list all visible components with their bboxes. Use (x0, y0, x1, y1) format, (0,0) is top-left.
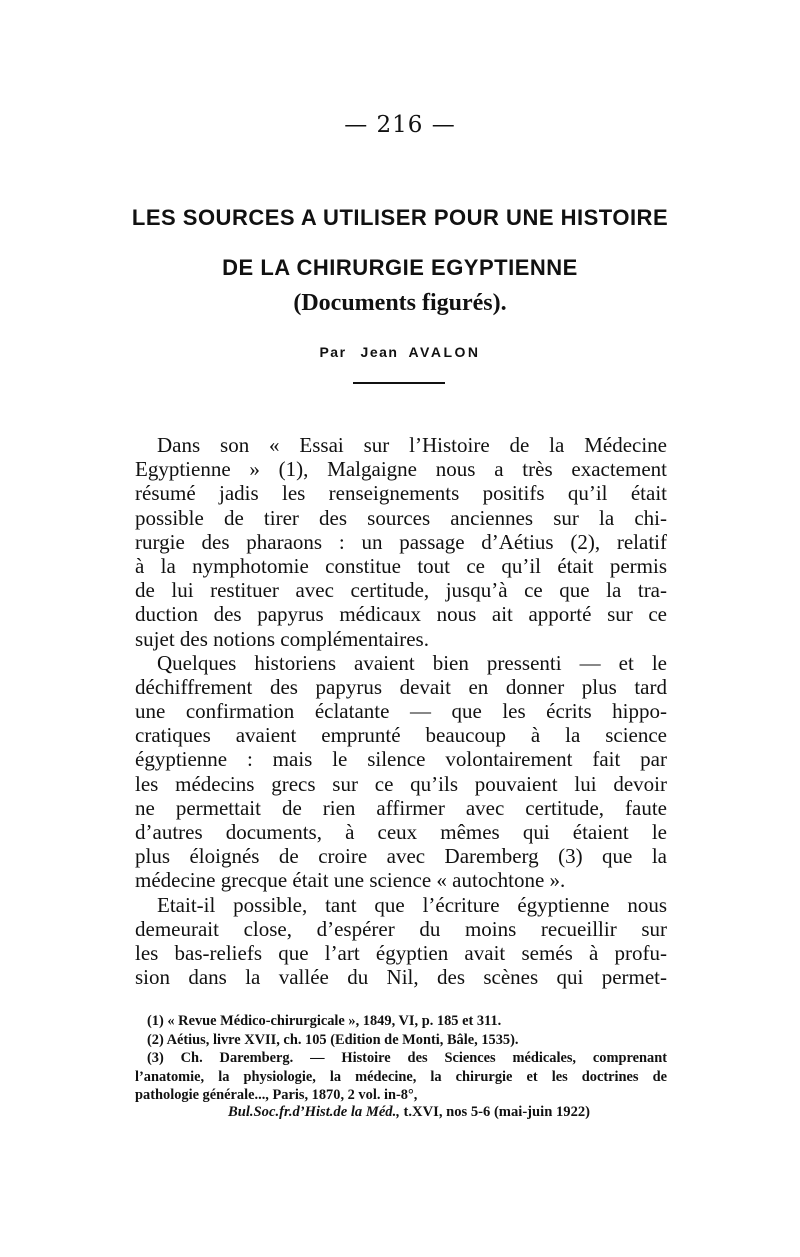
body-line: Egyptienne » (1), Malgaigne nous a très exactement (135, 457, 667, 482)
body-line: les bas-reliefs que l’art égyptien avait semés à profu- (135, 940, 667, 965)
body-line: médecine grecque était une science « autochtone ». (135, 868, 566, 893)
author-last-name: AVALON (408, 344, 481, 360)
footnote: (1) « Revue Médico-chirurgicale », 1849, VI, p. 185 et 311. (147, 1013, 502, 1029)
byline (0, 344, 800, 360)
body-line: sujet des notions complémentaires. (135, 626, 429, 651)
body-line: plus éloignés de croire avec Daremberg (3) que la (135, 844, 667, 869)
footnote-continuation: pathologie générale..., Paris, 1870, 2 vol. in-8°, (135, 1087, 418, 1104)
body-line: ne permettait de rien affirmer avec certitude, faute (135, 795, 667, 820)
body-line: possible de tirer des sources anciennes sur la chi- (135, 505, 667, 530)
body-line: sion dans la vallée du Nil, des scènes qui permet- (135, 965, 667, 990)
body-line: cratiques avaient emprunté beaucoup à la science (135, 723, 667, 748)
footnote-continuation: l’anatomie, la physiologie, la médecine, la chirurgie et les doctrines de (135, 1068, 667, 1085)
article-title-line-2: DE LA CHIRURGIE EGYPTIENNE (222, 255, 578, 280)
footnotes (135, 1012, 667, 1105)
body-line: Dans son « Essai sur l’Histoire de la Médecine (157, 433, 667, 457)
body-line: Etait-il possible, tant que l’écriture égyptienne nous (157, 892, 667, 917)
body-line: les médecins grecs sur ce qu’ils pouvaient lui devoir (135, 771, 667, 796)
journal-citation (228, 1104, 658, 1121)
author-first-name: Jean (360, 344, 399, 360)
body-line: duction des papyrus médicaux nous ait apporté sur ce (135, 602, 667, 627)
body-line: rurgie des pharaons : un passage d’Aétius (2), relatif (135, 529, 667, 554)
body-line: résumé jadis les renseignements positifs qu’il était (135, 481, 667, 506)
article-subtitle: (Documents figurés). (293, 290, 507, 316)
title-separator-rule (353, 382, 445, 384)
byline-par: Par (319, 344, 347, 360)
body-line: égyptienne : mais le silence volontairement fait par (135, 747, 667, 772)
body-line: Quelques historiens avaient bien pressenti — et le (157, 650, 667, 675)
citation-journal: Bul.Soc.fr.d’Hist.de la Méd., (228, 1104, 400, 1120)
citation-details: t.XVI, nos 5-6 (mai-juin 1922) (403, 1104, 591, 1120)
footnote: (2) Aétius, livre XVII, ch. 105 (Edition de Monti, Bâle, 1535). (147, 1031, 519, 1048)
footnote: (3) Ch. Daremberg. — Histoire des Sciences médicales, comprenant (147, 1050, 667, 1067)
body-line: de lui restituer avec certitude, jusqu’à ce que la tra- (135, 578, 667, 603)
body-line: une confirmation éclatante — que les écrits hippo- (135, 699, 667, 724)
page-number: — 216 — (344, 112, 456, 138)
body-line: à la nymphotomie constitue tout ce qu’il était permis (135, 553, 667, 578)
body-line: d’autres documents, à ceux mêmes qui étaient le (135, 820, 667, 844)
article-title-line-1: LES SOURCES A UTILISER POUR UNE HISTOIRE (131, 205, 669, 230)
body-line: demeurait close, d’espérer du moins recueillir sur (135, 916, 667, 941)
body-text (135, 433, 667, 989)
body-line: déchiffrement des papyrus devait en donner plus tard (135, 674, 667, 699)
